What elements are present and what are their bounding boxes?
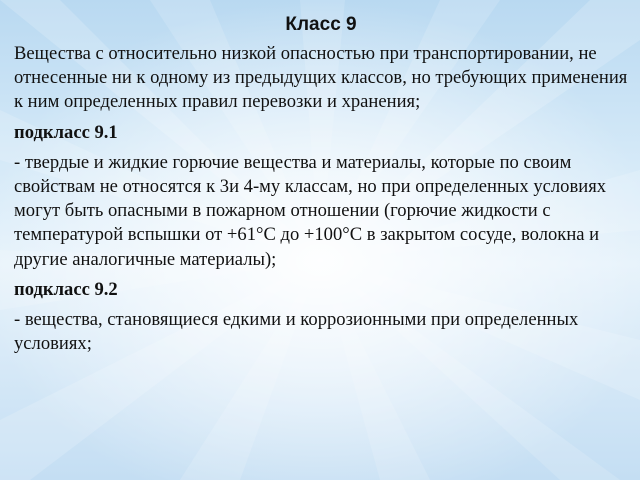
subclass-9-2-heading: подкласс 9.2 xyxy=(14,278,118,300)
slide-content xyxy=(14,12,628,362)
intro-paragraph: Вещества с относительно низкой опасностью при транспортировании, не отнесенные ни к одному из предыдущих классов, но требующих применения к ним определенных правил перевозки и хранения; xyxy=(14,43,628,113)
subclass-9-1-heading: подкласс 9.1 xyxy=(14,121,118,143)
slide-title: Класс 9 xyxy=(285,14,357,35)
subclass-9-2-text: - вещества, становящиеся едкими и коррозионными при определенных условиях; xyxy=(14,309,579,355)
subclass-9-1-text: - твердые и жидкие горючие вещества и материалы, которые по своим свойствам не относятся к 3и 4-му классам, но при определенных условиях могут быть опасными в пожарном отношении (горючие жидкости с температурой вспышки от +61°С до +100°С в закрытом сосуде, волокна и другие аналогичные материалы); xyxy=(14,151,607,270)
